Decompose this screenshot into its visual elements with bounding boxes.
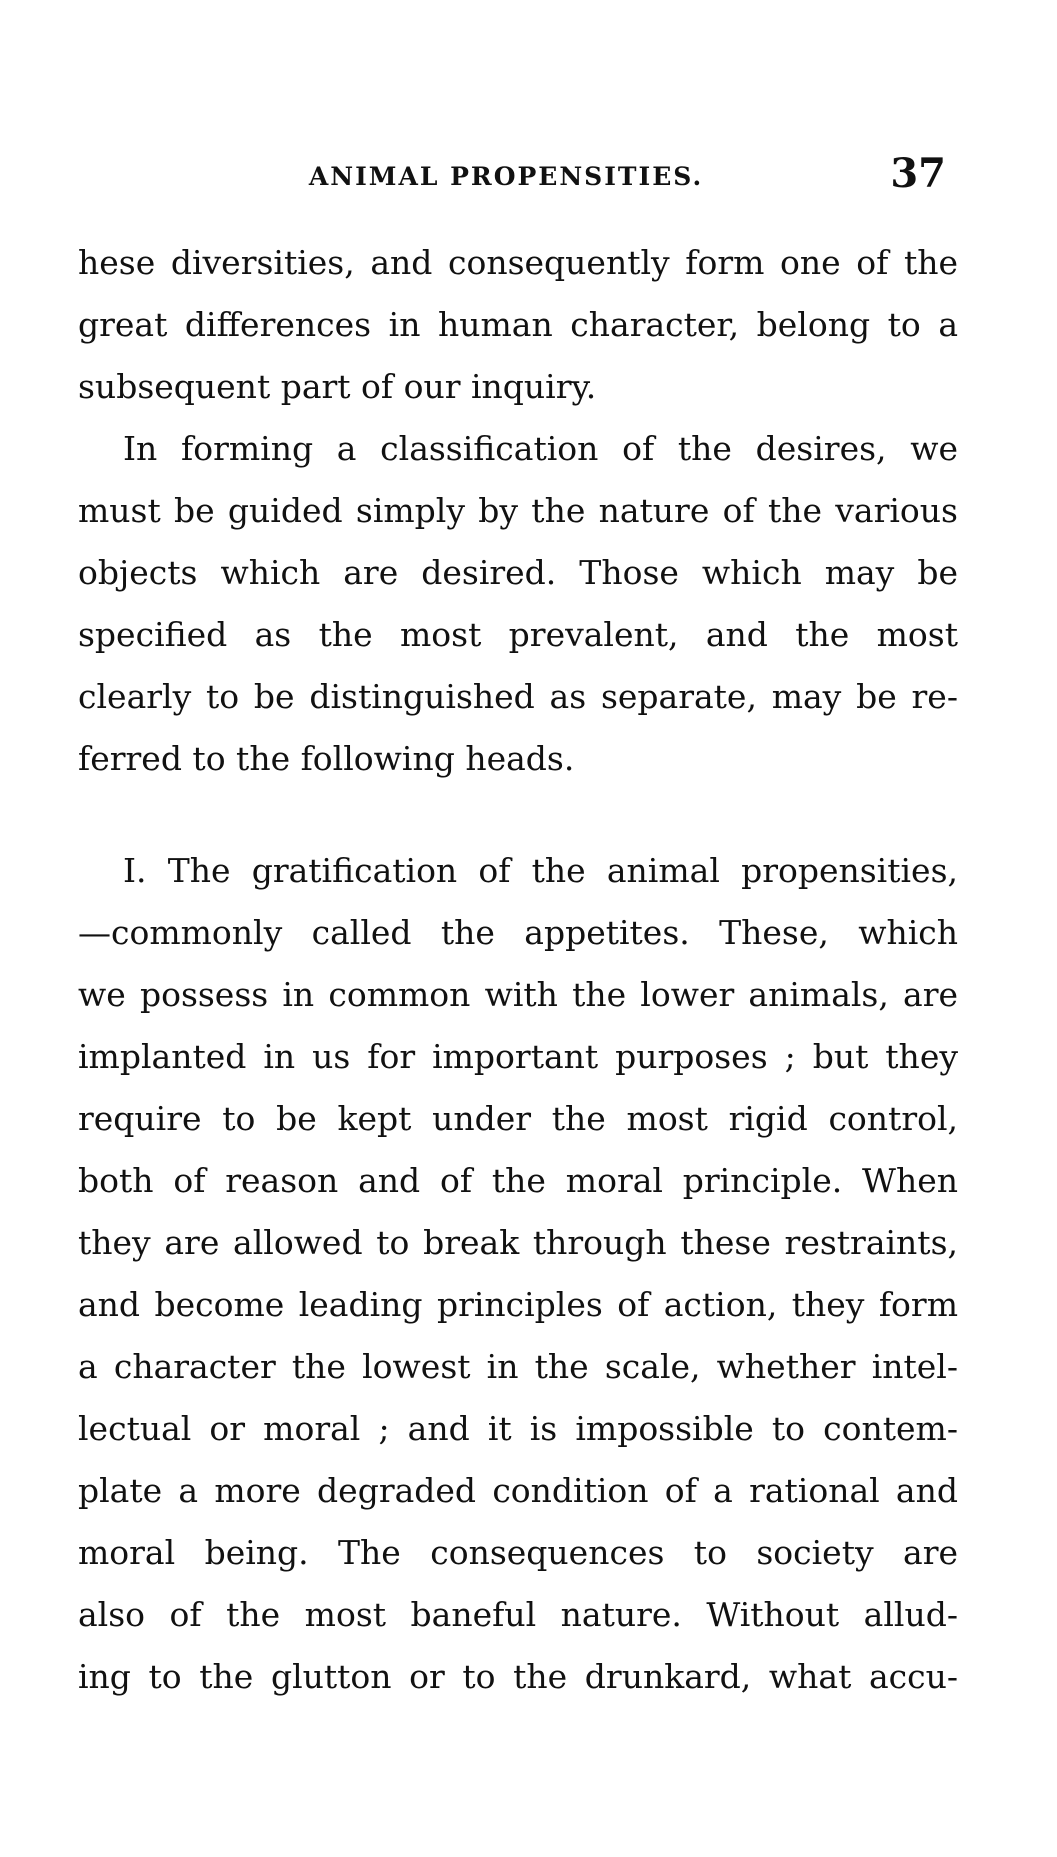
text-line: plate a more degraded condition of a rational and bbox=[78, 1471, 958, 1510]
text-line: both of reason and of the moral principle. When bbox=[78, 1161, 958, 1200]
text-line: we possess in common with the lower animals, are bbox=[78, 975, 958, 1014]
text-line: I. The gratification of the animal propensities, bbox=[123, 851, 958, 890]
paragraph-animal-propensities bbox=[78, 840, 958, 1708]
section-gap bbox=[78, 790, 958, 840]
paragraph-continuation bbox=[78, 232, 958, 418]
text-line: ferred to the following heads. bbox=[78, 739, 575, 778]
text-line: In forming a classification of the desires, we bbox=[123, 429, 958, 468]
text-line: objects which are desired. Those which may be bbox=[78, 553, 958, 592]
text-line: also of the most baneful nature. Without allud- bbox=[78, 1595, 958, 1634]
body-text bbox=[78, 232, 958, 1708]
text-line: clearly to be distinguished as separate, may be re- bbox=[78, 677, 958, 716]
text-line: require to be kept under the most rigid control, bbox=[78, 1099, 958, 1138]
text-line: great differences in human character, belong to a bbox=[78, 305, 958, 344]
text-line: ing to the glutton or to the drunkard, what accu- bbox=[78, 1657, 958, 1696]
text-line: moral being. The consequences to society are bbox=[78, 1533, 958, 1572]
text-line: hese diversities, and consequently form one of the bbox=[78, 243, 958, 282]
text-line: must be guided simply by the nature of the various bbox=[78, 491, 958, 530]
text-line: they are allowed to break through these restraints, bbox=[78, 1223, 958, 1262]
text-line: lectual or moral ; and it is impossible to contem- bbox=[78, 1409, 958, 1448]
running-head bbox=[78, 150, 958, 200]
text-line: specified as the most prevalent, and the most bbox=[78, 615, 958, 654]
text-line: implanted in us for important purposes ; but they bbox=[78, 1037, 958, 1076]
text-line: and become leading principles of action, they form bbox=[78, 1285, 958, 1324]
running-title: ANIMAL PROPENSITIES. bbox=[308, 162, 704, 191]
text-line: subsequent part of our inquiry. bbox=[78, 367, 597, 406]
paragraph-classification bbox=[78, 418, 958, 790]
text-line: a character the lowest in the scale, whether intel- bbox=[78, 1347, 958, 1386]
text-line: —commonly called the appetites. These, which bbox=[78, 913, 958, 952]
page-number: 37 bbox=[890, 150, 946, 197]
